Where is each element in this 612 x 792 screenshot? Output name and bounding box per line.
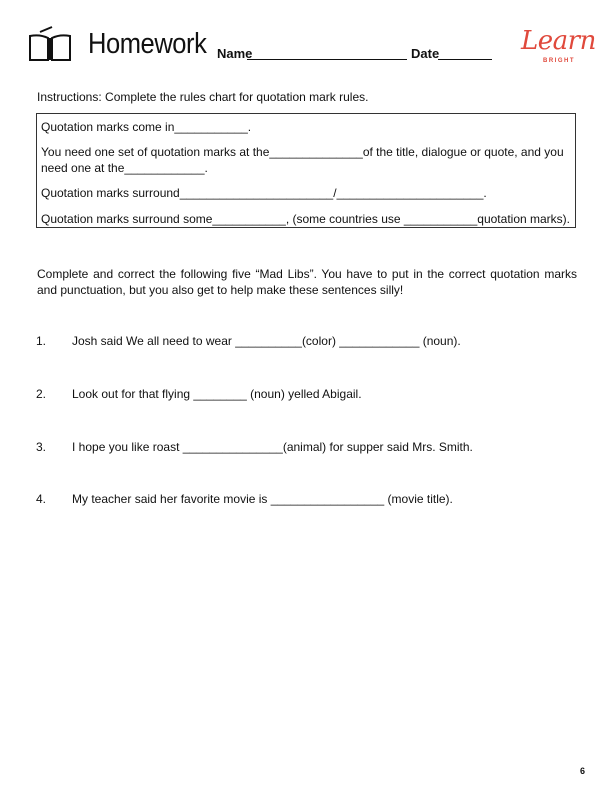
learn-bright-logo: [518, 26, 596, 70]
instructions-text: Instructions: Complete the rules chart for quotation mark rules.: [37, 90, 369, 104]
mad-libs-intro: Complete and correct the following five “Mad Libs”. You have to put in the correct quotation marks and punctuation, but you also get to help make these sentences silly!: [37, 267, 577, 297]
name-field[interactable]: [247, 59, 407, 60]
item-number: 3.: [36, 440, 47, 454]
rule-2-line-2: need one at the____________.: [41, 161, 208, 175]
page-title: Homework: [88, 28, 207, 60]
name-label: Name: [217, 46, 253, 61]
rule-4: Quotation marks surround some___________, (some countries use ___________quotation marks).: [41, 212, 570, 226]
date-label: Date: [411, 46, 440, 61]
item-number: 4.: [36, 492, 47, 506]
item-number: 1.: [36, 334, 47, 348]
page-number: 6: [580, 766, 586, 776]
item-text: I hope you like roast _______________(animal) for supper said Mrs. Smith.: [72, 440, 473, 454]
item-text: My teacher said her favorite movie is _________________ (movie title).: [72, 492, 453, 506]
logo-text: Learn: [521, 26, 596, 56]
logo-subtext: BRIGHT: [543, 58, 575, 64]
rule-2-line-1: You need one set of quotation marks at the______________of the title, dialogue or quote, and you: [41, 145, 564, 159]
item-text: Josh said We all need to wear __________(color) ____________ (noun).: [72, 334, 461, 348]
rule-1: Quotation marks come in___________.: [41, 120, 252, 134]
item-text: Look out for that flying ________ (noun) yelled Abigail.: [72, 387, 362, 401]
rules-chart: [36, 113, 576, 228]
rule-3: Quotation marks surround_______________________/______________________.: [41, 186, 487, 200]
book-icon: [26, 26, 74, 66]
date-field[interactable]: [438, 59, 492, 60]
item-number: 2.: [36, 387, 47, 401]
